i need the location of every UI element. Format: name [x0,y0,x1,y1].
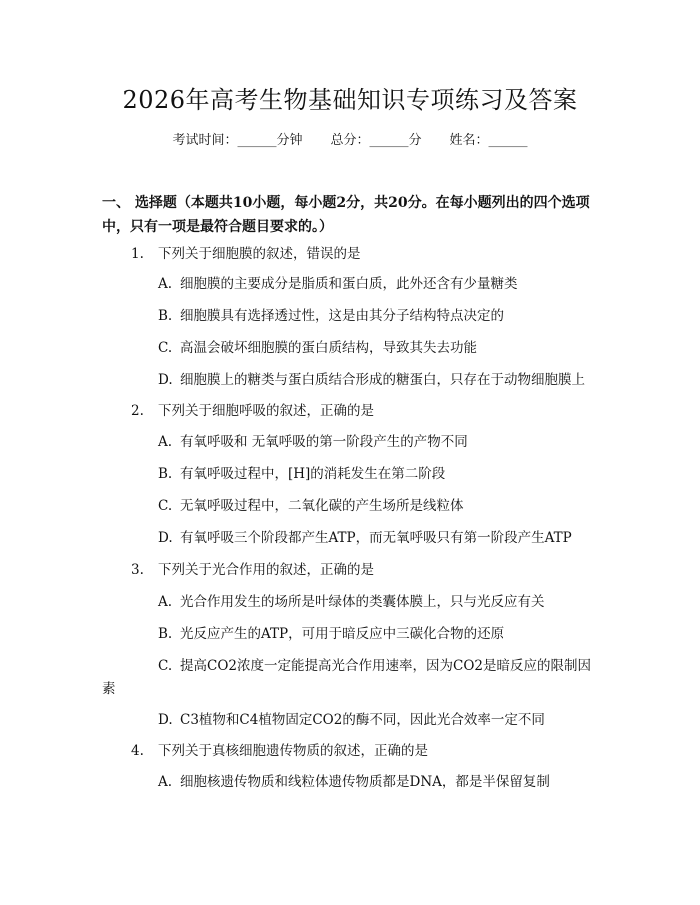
total-score: 总分：______分 [330,133,422,148]
question-2-option-d [158,528,572,548]
option-label: C. [158,658,173,674]
option-text: 光合作用发生的场所是叶绿体的类囊体膜上，只与光反应有关 [180,594,545,610]
option-label: B. [158,626,173,642]
option-label: C. [158,498,173,514]
question-text: 下列关于真核细胞遗传物质的叙述，正确的是 [158,743,428,759]
exam-time: 考试时间：______分钟 [172,133,303,148]
question-4 [131,741,428,761]
student-name: 姓名：______ [449,133,528,148]
section-heading-line2: 中，只有一项是最符合题目要求的。） [102,219,333,235]
question-text: 下列关于光合作用的叙述，正确的是 [158,562,374,578]
option-label: D. [158,712,173,728]
question-2-option-b [158,464,445,484]
question-4-option-a [158,772,550,792]
option-text: 光反应产生的ATP，可用于暗反应中三碳化合物的还原 [180,626,505,642]
question-1 [131,244,361,264]
question-3-option-a [158,592,545,612]
option-label: C. [158,340,173,356]
option-text: 有氧呼吸和 无氧呼吸的第一阶段产生的产物不同 [180,434,468,450]
option-text: 有氧呼吸三个阶段都产生ATP，而无氧呼吸只有第一阶段产生ATP [180,530,572,546]
question-3-option-d [158,710,545,730]
option-text: 提高CO2浓度一定能提高光合作用速率，因为CO2是暗反应的限制因 [180,658,591,674]
question-number: 2. [131,403,144,419]
option-label: B. [158,466,173,482]
option-text: 细胞膜上的糖类与蛋白质结合形成的糖蛋白，只存在于动物细胞膜上 [180,372,585,388]
option-text: 高温会破坏细胞膜的蛋白质结构，导致其失去功能 [180,340,477,356]
question-2 [131,401,374,421]
option-text: 细胞核遗传物质和线粒体遗传物质都是DNA，都是半保留复制 [180,774,550,790]
question-text: 下列关于细胞膜的叙述，错误的是 [158,246,361,262]
question-2-option-a [158,432,468,452]
page-title: 2026年高考生物基础知识专项练习及答案 [122,86,578,114]
section-heading [102,191,602,239]
option-text: C3植物和C4植物固定CO2的酶不同，因此光合效率一定不同 [180,712,545,728]
exam-info [0,131,700,151]
section-heading-line1: 一、 选择题（本题共10小题，每小题2分，共20分。在每小题列出的四个选项 [102,195,590,211]
option-label: A. [158,594,173,610]
option-label: B. [158,308,173,324]
question-text: 下列关于细胞呼吸的叙述，正确的是 [158,403,374,419]
option-text: 有氧呼吸过程中，[H]的消耗发生在第二阶段 [180,466,446,482]
question-number: 3. [131,562,144,578]
option-label: A. [158,434,173,450]
question-1-option-d [158,370,585,390]
question-1-option-b [158,306,504,326]
option-label: A. [158,276,173,292]
question-3-option-c-continued: 素 [102,681,116,697]
option-label: D. [158,372,173,388]
question-number: 4. [131,743,144,759]
question-3-option-c [158,656,591,676]
option-label: D. [158,530,173,546]
option-text: 细胞膜的主要成分是脂质和蛋白质，此外还含有少量糖类 [180,276,518,292]
question-1-option-c [158,338,477,358]
question-number: 1. [131,246,144,262]
question-3-option-b [158,624,504,644]
option-label: A. [158,774,173,790]
question-3 [131,560,374,580]
question-2-option-c [158,496,464,516]
question-1-option-a [158,274,518,294]
option-text: 无氧呼吸过程中，二氧化碳的产生场所是线粒体 [180,498,464,514]
option-text: 细胞膜具有选择透过性，这是由其分子结构特点决定的 [180,308,504,324]
